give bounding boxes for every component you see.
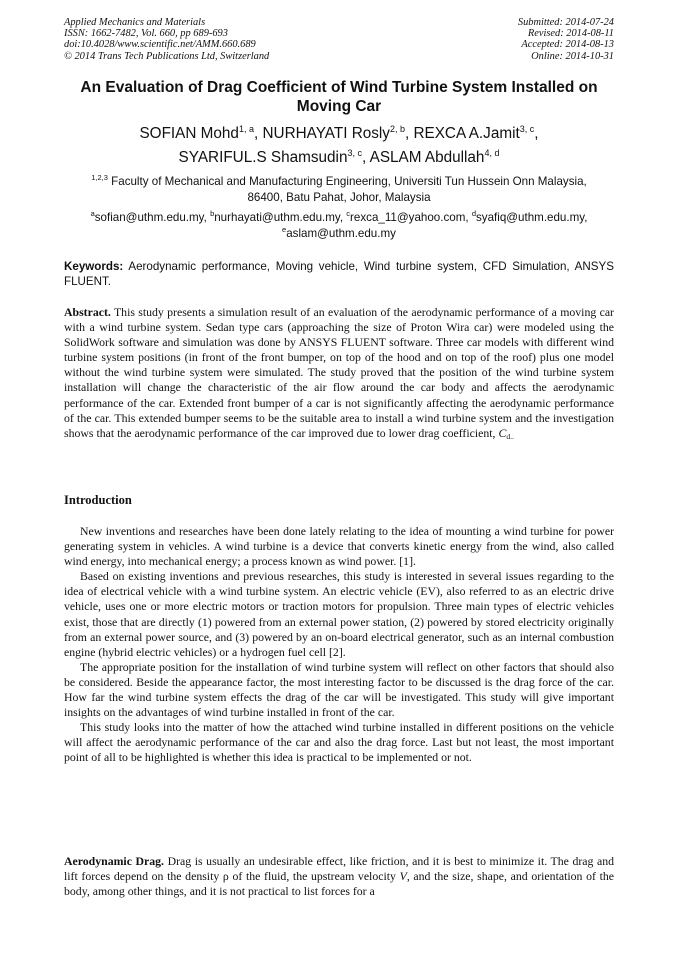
header-left: [64, 17, 269, 62]
keywords-text: Aerodynamic performance, Moving vehicle, Wind turbine system, CFD Simulation, ANSYS FLUENT.: [64, 260, 614, 288]
title-line-1: An Evaluation of Drag Coefficient of Wind Turbine System Installed on: [80, 79, 598, 96]
journal-name: Applied Mechanics and Materials: [64, 17, 206, 28]
abstract-text: This study presents a simulation result of an evaluation of the aerodynamic performance of a moving car with a wind turbine system. Sedan type cars (approaching the size of Proton Wira car) were modeled using the SolidWork software and simulation was done by ANSYS FLUENT software. Three car models with different wind turbine system positions (in front of the front bumper, on top of the hood and on top of the roof) plus one model without the wind turbine system were simulated. The study proved that the position of the wind turbine system installation will change the characteristic of the air flow around the car body and affects the aerodynamic performance of the car. Extended front bumper of a car is not significantly affecting the aerodynamic performance of the car. This extended bumper seems to be the suitable area to install a wind turbine system and the investigation shows that the aerodynamic performance of the car improved due to lower drag coefficient,: [64, 305, 614, 440]
accepted-date: Accepted: 2014-08-13: [521, 39, 614, 51]
drag-text-2: , and the size, shape, and orientation of the body, among other things, and it is not practical to list forces for a: [64, 869, 615, 899]
header-right: [518, 17, 614, 62]
intro-paragraph: The appropriate position for the installation of wind turbine system will reflect on other factors that should also be considered. Beside the appearance factor, the most interesting factor to be discussed is the drag force of the car. How far the wind turbine system effects the drag of the car will be investigated. This study will give important insights on the advantages of wind turbine installed in front of the car.: [64, 659, 614, 720]
email-sup: b: [210, 209, 215, 218]
emails-line-1: [64, 210, 614, 226]
email-address[interactable]: rexca_11@yahoo.com,: [350, 211, 472, 224]
revised-date: Revised: 2014-08-11: [527, 28, 614, 40]
introduction-body: [64, 524, 614, 766]
author-name: SYARIFUL.S Shamsudin: [178, 149, 348, 166]
authors-line-1: SOFIAN Mohd$^{1, a}$, NURHAYATI Rosly$^{2, b}$, REXCA A.Jamit$^{3, c}$,: [139, 124, 539, 142]
author-sup: 4, d: [484, 148, 500, 158]
affiliation-text: Faculty of Mechanical and Manufacturing Engineering, Universiti Tun Hussein Onn Malaysia,: [107, 175, 587, 188]
velocity-symbol: V: [399, 869, 407, 884]
paper-title: [64, 79, 614, 116]
email-sup: e: [282, 224, 287, 234]
section-heading-introduction: Introduction: [64, 493, 132, 507]
author-sup: 3, c: [519, 124, 535, 134]
title-line-2: Moving Car: [296, 97, 382, 115]
author-name: ASLAM Abdullah: [369, 149, 485, 166]
emails-line-2: [64, 226, 614, 242]
abstract: [64, 305, 614, 441]
author-sup: 2, b: [389, 124, 405, 134]
aerodynamic-drag-paragraph: [64, 854, 614, 899]
email-address[interactable]: aslam@uthm.edu.my: [286, 226, 396, 240]
drag-coefficient-sub: d..: [506, 431, 514, 441]
author-sup: 1, a: [238, 124, 254, 134]
affiliation-line-2: 86400, Batu Pahat, Johor, Malaysia: [247, 190, 431, 204]
author-name: SOFIAN Mohd: [139, 125, 239, 142]
abstract-label: Abstract.: [64, 305, 111, 319]
email-address[interactable]: nurhayati@uthm.edu.my,: [214, 211, 347, 224]
keywords-label: Keywords:: [64, 260, 124, 273]
email-address[interactable]: syafiq@uthm.edu.my,: [475, 211, 588, 224]
submitted-date: Submitted: 2014-07-24: [517, 17, 614, 28]
copyright-line: © 2014 Trans Tech Publications Ltd, Switzerland: [64, 50, 270, 62]
author-list: [64, 122, 614, 170]
author-sup: 3, c: [347, 148, 362, 158]
online-date: Online: 2014-10-31: [531, 50, 614, 62]
drag-coefficient-symbol: C: [498, 425, 507, 440]
keywords: [64, 260, 614, 289]
authors-line-2: SYARIFUL.S Shamsudin$^{3, c}$, ASLAM Abdullah$^{4, d}$: [178, 148, 500, 166]
drag-label: Aerodynamic Drag.: [64, 854, 165, 868]
email-sup: d: [471, 209, 476, 218]
issn-line: ISSN: 1662-7482, Vol. 660, pp 689-693: [64, 28, 228, 40]
email-address[interactable]: sofian@uthm.edu.my,: [94, 211, 211, 224]
intro-paragraph: This study looks into the matter of how the attached wind turbine installed in different positions on the vehicle will affect the aerodynamic performance of the car and also the drag force. Last but not least, the most important point of all to be highlighted is whether this idea is practical to be implemented or not.: [64, 720, 614, 765]
email-sup: c: [346, 209, 351, 218]
author-name: NURHAYATI Rosly: [262, 125, 390, 142]
email-list: [64, 210, 614, 241]
affiliation-sup: 1,2,3: [91, 173, 108, 182]
doi-line: doi:10.4028/www.scientific.net/AMM.660.689: [64, 39, 256, 51]
author-name: REXCA A.Jamit: [413, 125, 520, 142]
affiliation-line-1: [64, 174, 614, 190]
drag-text-1: Drag is usually an undesirable effect, like friction, and it is best to minimize it. The drag and lift forces depend on the density ρ of the fluid, the upstream velocity: [64, 854, 614, 884]
intro-paragraph: New inventions and researches have been done lately relating to the idea of mounting a wind turbine for power generating system in vehicles. A wind turbine is a device that converts kinetic energy from the wind, also called wind energy, into mechanical energy; a process known as wind power. [1].: [64, 524, 614, 569]
intro-paragraph: Based on existing inventions and previous researches, this study is interested in several issues regarding to the idea of electrical vehicle with a wind turbine system. An electric vehicle (EV), also referred to as an electric drive vehicle, uses one or more electric motors or traction motors for propulsion. Three main types of electric vehicles exist, those that are directly (1) powered from an external power station, (2) powered by stored electricity originally from an external power source, and (3) powered by an on-board electrical generator, such as an internal combustion engine (hybrid electric vehicles) or a hydrogen fuel cell [2].: [64, 569, 614, 659]
email-sup: a: [90, 209, 95, 218]
affiliation: [64, 174, 614, 205]
